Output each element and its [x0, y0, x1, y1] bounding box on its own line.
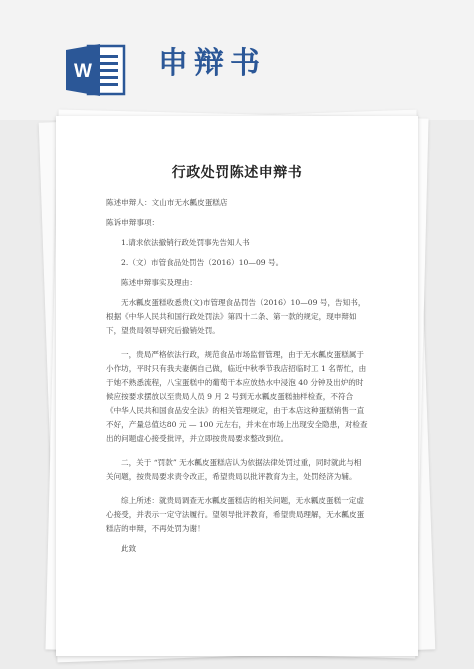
paragraph-4: 综上所述：就贵局调查无水瓤皮蛋糕店的相关问题，无水瓤皮蛋糕一定虚心接受，并表示一定守法履行。望领导批评教育，希望贵局理解，无水瓤皮蛋糕店的申辩，不再处罚为谢！	[106, 496, 365, 533]
paragraph-1: 无水瓤皮蛋糕收悉贵(文)市管理食品罚告（2016）10—09 号，告知书，根据《中华人民共和国行政处罚法》第四十二条、第一款的规定，现申辩如下，望贵局领导研究后撤销处罚。	[106, 298, 366, 335]
applicant-line: 陈述申辩人：文山市无水瓤皮蛋糕店	[106, 198, 228, 207]
header-title: 申辩书	[158, 46, 266, 81]
items-heading: 陈诉申辩事项：	[106, 218, 160, 227]
closing-line: 此致	[121, 544, 137, 553]
document-body	[106, 196, 368, 556]
word-logo-letter: W	[74, 61, 92, 82]
document-page	[56, 116, 418, 656]
paragraph-3: 二，关于 “罚款” 无水瓤皮蛋糕店认为依据法律处罚过重，同时就此与相关问题，按贵局要求责令改正，希望贵局以批评教育为主，处罚经济为辅。	[106, 458, 362, 481]
item-2: 2.（文）市管食品处罚告（2016）10—09 号。	[121, 258, 284, 267]
item-1: 1.请求依法撤销行政处罚事先告知人书	[121, 238, 250, 247]
document-title: 行政处罚陈述申辩书	[171, 165, 303, 181]
word-icon	[66, 42, 126, 98]
paragraph-2: 一，贵局严格依法行政，规范食品市场监督管理，由于无水瓤皮蛋糕属于小作坊，平时只有我夫妻俩自己做，临近中秋季节我店招临时工 1 名帮忙，由于她不熟悉流程，八宝蛋糕中的葡萄干本应放热水中浸泡 40 分钟及出炉的时候应按要求摆放以至贵局人员 9 月 2 号到无水瓤皮蛋糕抽样检查，不符合《中华人民共和国食品安全法》的相关管理规定，由于本店这种蛋糕销售一直不好，产量总值达80 元 — 100 元左右，并未在市场上出现安全隐患，对检查出的问题虚心接受批评，并立即按贵局要求整改到位。	[106, 350, 368, 443]
facts-heading: 陈述申辩事实及理由：	[121, 278, 197, 287]
